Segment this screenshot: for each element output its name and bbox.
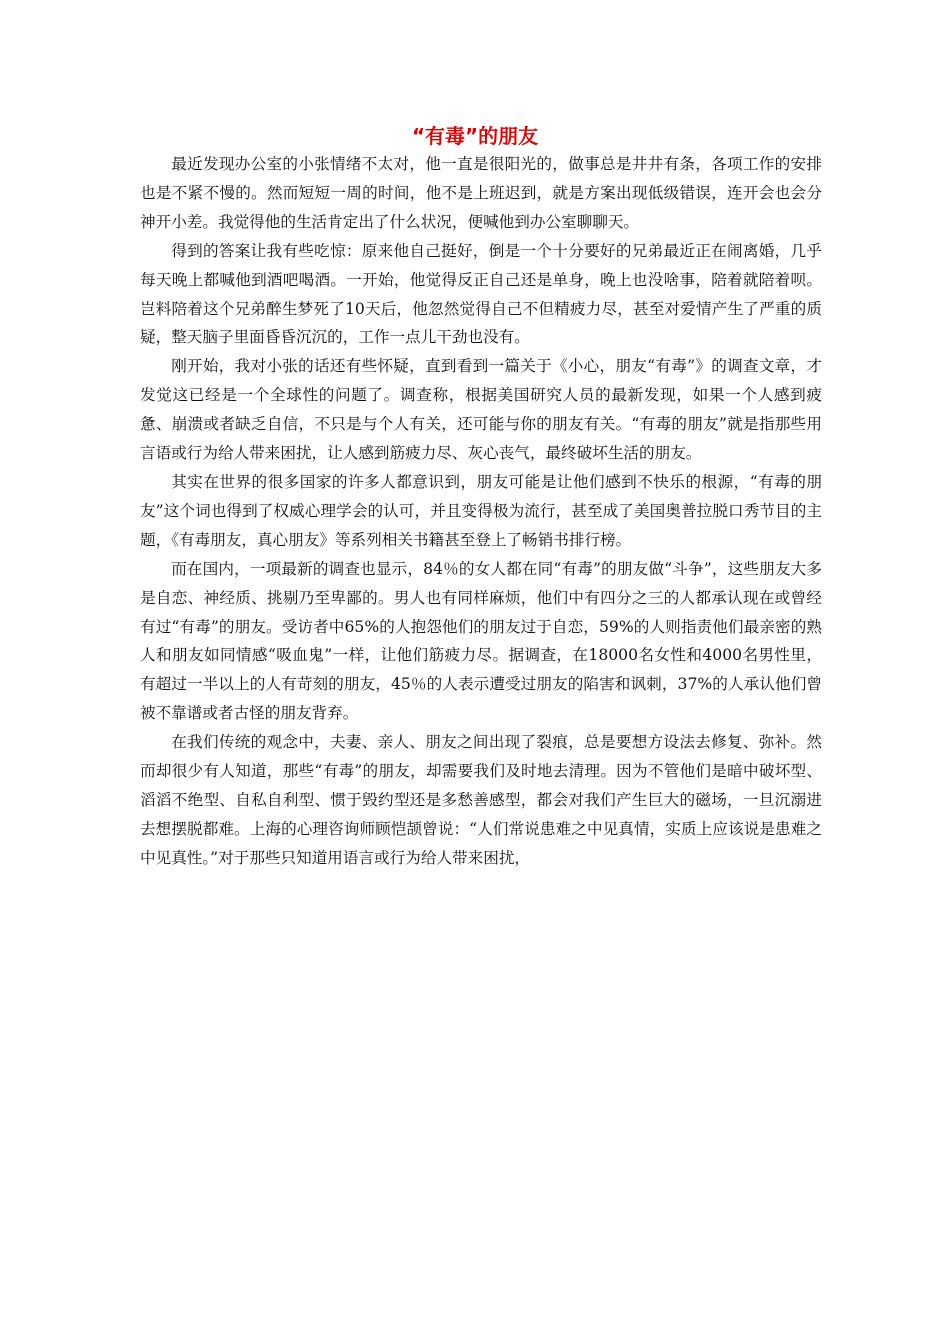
paragraph: 得到的答案让我有些吃惊：原来他自己挺好，倒是一个十分要好的兄弟最近正在闹离婚，几乎每天晚上都喊他到酒吧喝酒。一开始，他觉得反正自己还是单身，晚上也没啥事，陪着就陪着呗。岂料陪着这个兄弟醉生梦死了10天后，他忽然觉得自己不但精疲力尽，甚至对爱情产生了严重的质疑，整天脑子里面昏昏沉沉的，工作一点儿干劲也没有。 (140, 241, 822, 347)
paragraph: 其实在世界的很多国家的许多人都意识到，朋友可能是让他们感到不快乐的根源，“有毒的朋友”这个词也得到了权威心理学会的认可，并且变得极为流行，甚至成了美国奥普拉脱口秀节目的主题，《有毒朋友，真心朋友》等系列相关书籍甚至登上了畅销书排行榜。 (140, 472, 822, 549)
paragraph: 最近发现办公室的小张情绪不太对，他一直是很阳光的，做事总是井井有条，各项工作的安排也是不紧不慢的。然而短短一周的时间，他不是上班迟到，就是方案出现低级错误，连开会也会分神开小差。我觉得他的生活肯定出了什么状况，便喊他到办公室聊聊天。 (140, 155, 822, 231)
paragraph: 在我们传统的观念中，夫妻、亲人、朋友之间出现了裂痕，总是要想方设法去修复、弥补。然而却很少有人知道，那些“有毒”的朋友，却需要我们及时地去清理。因为不管他们是暗中破坏型、滔滔不绝型、自私自利型、惯于毁约型还是多愁善感型，都会对我们产生巨大的磁场，一旦沉溺进去想摆脱都难。上海的心理咨询师顾恺颉曾说：“人们常说患难之中见真情，实质上应该说是患难之中见真性。”对于那些只知道用语言或行为给人带来困扰， (140, 733, 822, 867)
document-body (140, 150, 822, 873)
document-title: “有毒”的朋友 (411, 124, 539, 148)
paragraph: 而在国内，一项最新的调查也显示，84％的女人都在同“有毒”的朋友做“斗争”，这些朋友大多是自恋、神经质、挑剔乃至卑鄙的。男人也有同样麻烦，他们中有四分之三的人都承认现在或曾经有过“有毒”的朋友。受访者中65%的人抱怨他们的朋友过于自恋，59%的人则指责他们最亲密的熟人和朋友如同情感“吸血鬼”一样，让他们筋疲力尽。据调查，在18000名女性和4000名男性里，有超过一半以上的人有苛刻的朋友，45％的人表示遭受过朋友的陷害和讽刺，37%的人承认他们曾被不靠谱或者古怪的朋友背弃。 (140, 559, 822, 723)
paragraph: 刚开始，我对小张的话还有些怀疑，直到看到一篇关于《小心，朋友“有毒”》的调查文章，才发觉这已经是一个全球性的问题了。调查称，根据美国研究人员的最新发现，如果一个人感到疲惫、崩溃或者缺乏自信，不只是与个人有关，还可能与你的朋友有关。“有毒的朋友”就是指那些用言语或行为给人带来困扰，让人感到筋疲力尽、灰心丧气，最终破坏生活的朋友。 (140, 357, 822, 463)
